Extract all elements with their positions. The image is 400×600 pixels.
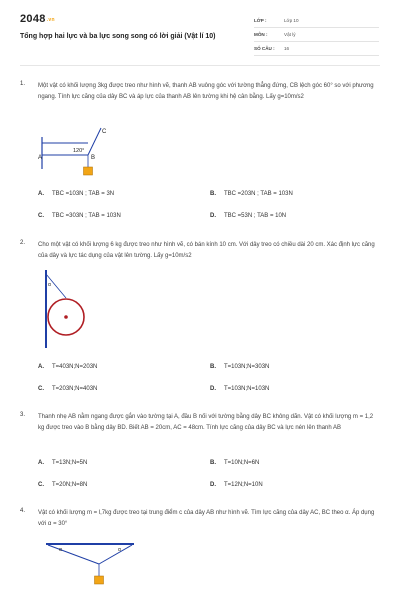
cable-ac <box>48 545 99 564</box>
label-c: C <box>102 129 107 135</box>
question-4-figure <box>42 538 142 588</box>
answer-option-d[interactable]: D. T=12N;N=10N <box>210 482 263 488</box>
answer-option-b[interactable]: B. T=10N;N=6N <box>210 460 260 466</box>
question-text: Vật có khối lượng m = l,7kg được treo tại trung điểm c của dây AB như hình vẽ. Tìm lực căng của dây AC, BC theo α. Áp dụng với α = 30° <box>38 510 375 527</box>
cable-bc <box>99 545 132 564</box>
answer-option-a[interactable]: A. TBC =103N ; TAB = 3N <box>38 191 115 197</box>
meta-value: Lớp 10 <box>284 18 299 23</box>
question-1 <box>20 81 380 231</box>
answer-option-d[interactable]: D. T=103N;N=103N <box>210 386 270 392</box>
angle-label-b: α <box>118 547 121 553</box>
meta-value: 16 <box>284 46 290 51</box>
header-divider <box>20 65 380 66</box>
weight-block <box>84 167 93 175</box>
answer-option-c[interactable]: C. TBC =303N ; TAB = 103N <box>38 213 121 219</box>
weight-block <box>95 576 104 584</box>
meta-row-count <box>254 43 379 56</box>
question-4 <box>20 508 380 598</box>
question-number: 1. <box>20 81 26 87</box>
ball-center <box>64 315 68 319</box>
question-1-figure <box>38 125 123 185</box>
question-2 <box>20 240 380 400</box>
question-text: Thanh nhẹ AB nằm ngang được gắn vào tường tại A, đầu B nối với tường bằng dây BC không dãn. Vật có khối lượng m = 1,2 kg được treo vào B bằng dây BD. Biết AB = 20cm, AC = 48cm. Tính lực căng của dây BC và lực nén lên thanh AB <box>38 414 374 431</box>
angle-label: 120° <box>73 148 85 154</box>
meta-row-subject <box>254 29 379 42</box>
question-text: Cho một vật có khối lượng 6 kg được treo như hình vẽ, có bán kính 10 cm. Với dây treo có chiều dài 20 cm. Xác định lực căng của dây và lực tác dụng của vật lên tường. Lấy g=10m/s2 <box>38 242 375 259</box>
meta-key: LỚP : <box>254 18 267 23</box>
document-header <box>0 0 400 60</box>
site-logo[interactable]: 2048.vn <box>20 13 55 25</box>
question-3 <box>20 412 380 497</box>
meta-key: SỐ CÂU : <box>254 46 275 51</box>
answer-option-a[interactable]: A. T=403N;N=203N <box>38 364 98 370</box>
answer-option-a[interactable]: A. T=13N;N=5N <box>38 460 88 466</box>
question-text: Một vật có khối lượng 3kg được treo như hình vẽ, thanh AB vuông góc với tường thẳng đứng, CB lệch góc 60° so với phương ngang. Tính lực căng của dây BC và áp lực của thanh AB lên tường khi hệ cân bằng. Lấy g=10m/s2 <box>38 83 374 100</box>
document-title: Tổng hợp hai lực và ba lực song song có lời giải (Vật lí 10) <box>20 33 216 40</box>
angle-label-a: α <box>59 547 62 553</box>
angle-label: α <box>48 282 51 288</box>
question-number: 3. <box>20 412 26 418</box>
meta-row-class <box>254 15 379 28</box>
answer-option-b[interactable]: B. T=103N;N=303N <box>210 364 270 370</box>
meta-value: Vật lý <box>284 32 296 37</box>
question-2-figure <box>42 270 112 350</box>
answer-option-d[interactable]: D. TBC =53N ; TAB = 10N <box>210 213 287 219</box>
question-number: 4. <box>20 508 26 514</box>
question-number: 2. <box>20 240 26 246</box>
label-a: A <box>38 155 43 161</box>
label-b: B <box>91 155 96 161</box>
cable-bc <box>88 128 101 155</box>
answer-option-c[interactable]: C. T=20N;N=8N <box>38 482 88 488</box>
answer-option-c[interactable]: C. T=203N;N=403N <box>38 386 98 392</box>
meta-key: MÔN : <box>254 32 268 37</box>
answer-option-b[interactable]: B. TBC =203N ; TAB = 103N <box>210 191 293 197</box>
